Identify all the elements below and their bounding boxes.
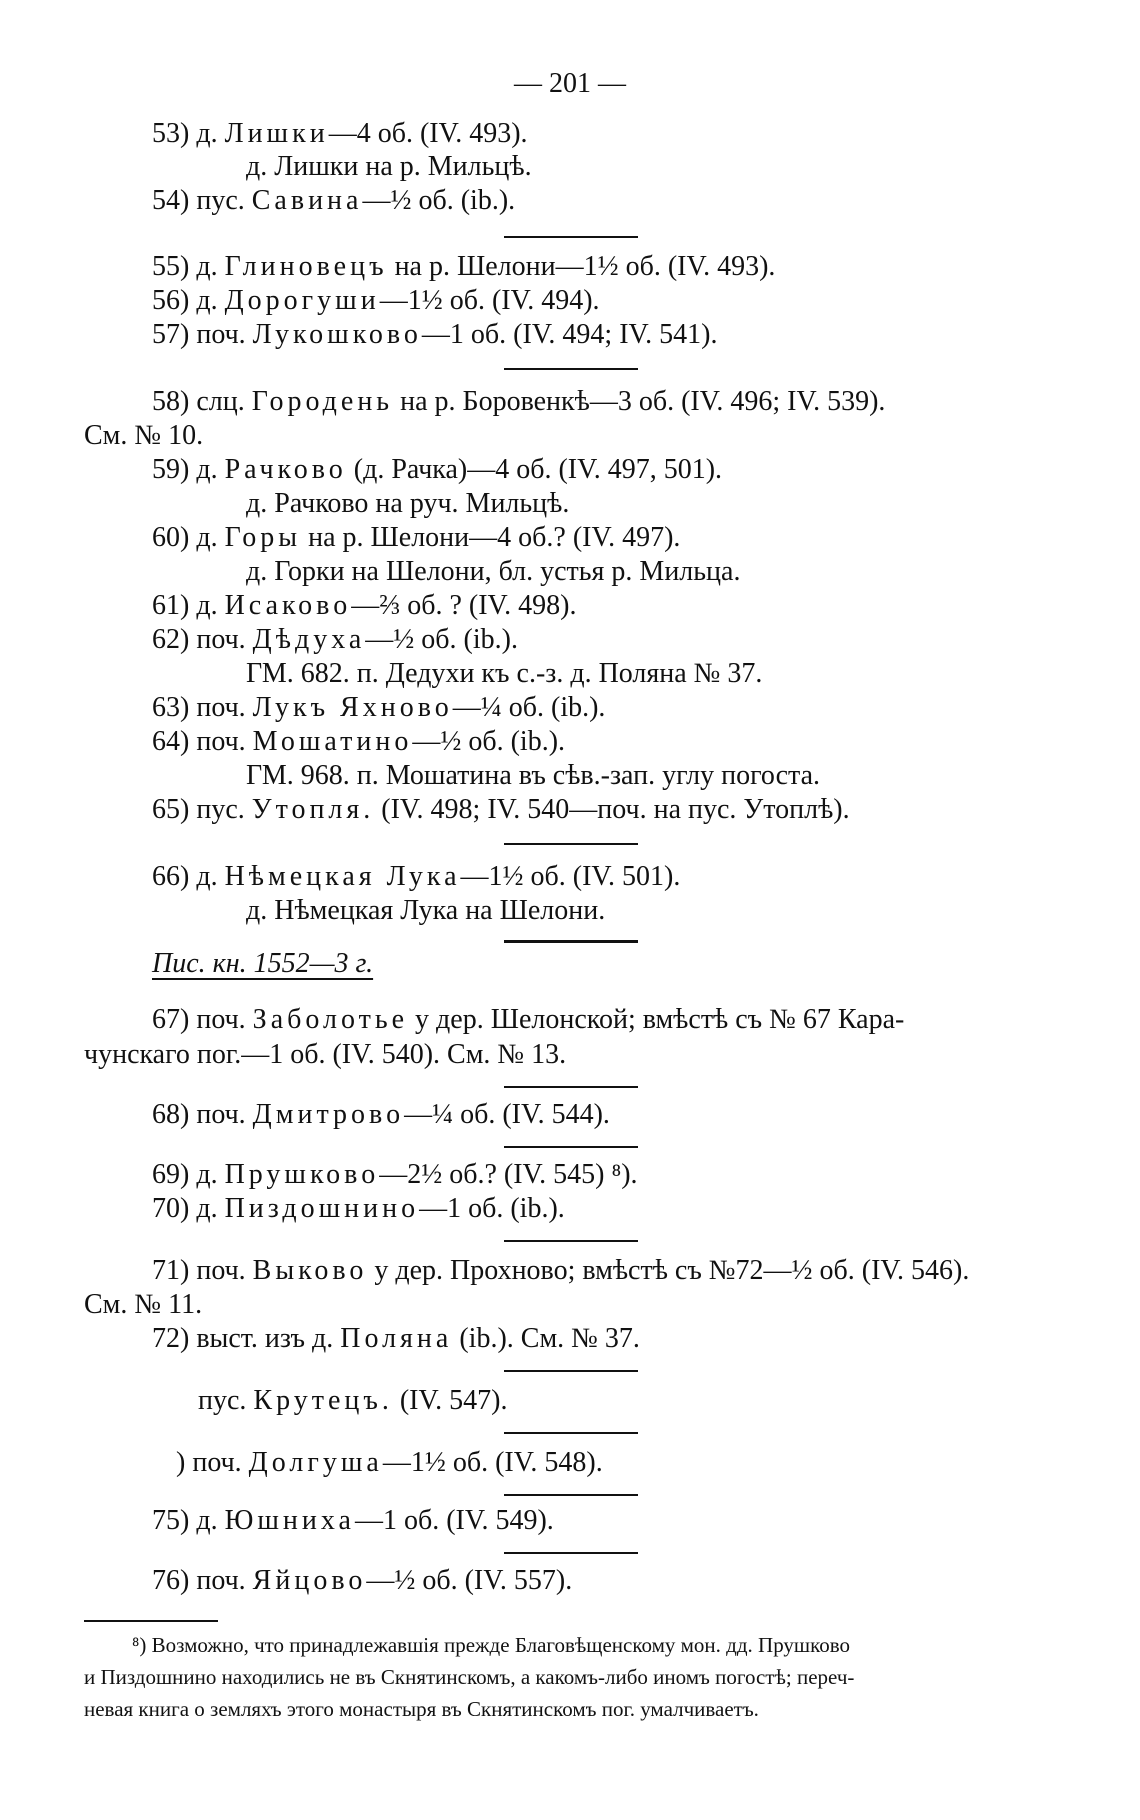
- entry-rest: —1 об. (IV. 549).: [354, 1505, 554, 1536]
- entry-line: [152, 184, 515, 218]
- entry-number: 75): [152, 1505, 190, 1536]
- entry-name: Дѣдуха: [252, 624, 366, 655]
- entry-line: [152, 1564, 572, 1598]
- entry-prefix: д.: [196, 590, 218, 621]
- entry-name: Рачково: [224, 454, 347, 485]
- entry-prefix: пус.: [196, 794, 245, 825]
- entry-rest: —½ об. (IV. 557).: [366, 1565, 573, 1596]
- entry-name: Заболотье: [252, 1004, 409, 1035]
- entry-number: 69): [152, 1159, 190, 1190]
- entry-rest: (IV. 498; IV. 540—поч. на пус. Утоплѣ).: [381, 794, 850, 825]
- entry-name: Утопля.: [251, 794, 375, 825]
- entry-number: 55): [152, 251, 190, 282]
- separator-rule: [504, 940, 638, 943]
- entry-line: [152, 117, 528, 151]
- entry-number: 57): [152, 319, 190, 350]
- entry-number: 66): [152, 861, 190, 892]
- entry-rest: —1 об. (ib.).: [419, 1193, 565, 1224]
- entry-number: 64): [152, 726, 190, 757]
- entry-line: [152, 318, 717, 352]
- entry-line: [176, 1446, 603, 1480]
- entry-rest: —2½ об.? (IV. 545) ⁸).: [379, 1159, 638, 1190]
- entry-name: Дорогуши: [224, 285, 380, 316]
- separator-rule: [504, 1494, 638, 1496]
- separator-rule: [504, 1240, 638, 1242]
- entry-prefix: слц.: [196, 386, 245, 417]
- entry-name: Долгуша: [248, 1447, 383, 1478]
- separator-rule: [504, 236, 638, 238]
- entry-line: [152, 385, 885, 419]
- entry-continuation: См. № 11.: [84, 1289, 203, 1320]
- entry-line: [152, 250, 775, 284]
- entry-rest: —1½ об. (IV. 548).: [382, 1447, 603, 1478]
- entry-name: Поляна: [340, 1323, 453, 1354]
- entry-line: [152, 1158, 638, 1192]
- entry-line: [152, 623, 518, 657]
- entry-number: 60): [152, 522, 190, 553]
- separator-rule: [504, 1146, 638, 1148]
- entry-number: 70): [152, 1193, 190, 1224]
- entry-line: [152, 1003, 904, 1037]
- entry-line: [152, 1322, 640, 1356]
- entry-name: Юшниха: [224, 1505, 355, 1536]
- entry-line: [152, 691, 605, 725]
- entry-rest: у дер. Шелонской; вмѣстѣ съ № 67 Кара-: [415, 1004, 905, 1035]
- entry-sub-line: д. Горки на Шелони, бл. устья р. Мильца.: [246, 556, 741, 587]
- entry-prefix: пус.: [196, 185, 245, 216]
- entry-number: 58): [152, 386, 190, 417]
- entry-rest: —½ об. (ib.).: [412, 726, 566, 757]
- entry-rest: (ib.). См. № 37.: [459, 1323, 640, 1354]
- entry-sub-line: д. Лишки на р. Мильцѣ.: [246, 151, 532, 182]
- entry-name: Крутецъ.: [253, 1385, 393, 1416]
- section-heading: Пис. кн. 1552—3 г.: [152, 948, 374, 979]
- entry-rest: на р. Боровенкѣ—3 об. (IV. 496; IV. 539).: [400, 386, 886, 417]
- entry-name: Нѣмецкая Лука: [224, 861, 461, 892]
- entry-rest: —1 об. (IV. 494; IV. 541).: [421, 319, 718, 350]
- entry-number: 67): [152, 1004, 190, 1035]
- entry-prefix: выст. изъ д.: [196, 1323, 334, 1354]
- entry-line: [152, 453, 722, 487]
- entry-line: [152, 284, 600, 318]
- entry-rest: на р. Шелони—4 об.? (IV. 497).: [308, 522, 681, 553]
- footnote-line: невая книга о земляхъ этого монастыря въ Скнятинскомъ пог. умалчиваетъ.: [84, 1697, 759, 1721]
- entry-number: 56): [152, 285, 190, 316]
- entry-line: [152, 1098, 610, 1132]
- entry-number: ): [176, 1447, 186, 1478]
- entry-line: [152, 860, 680, 894]
- entry-name: Пиздошнино: [224, 1193, 420, 1224]
- entry-rest: —½ об. (ib.).: [362, 185, 516, 216]
- entry-number: 54): [152, 185, 190, 216]
- entry-name: Дмитрово: [252, 1099, 405, 1130]
- entry-continuation: чунскаго пог.—1 об. (IV. 540). См. № 13.: [84, 1039, 567, 1070]
- entry-number: 59): [152, 454, 190, 485]
- separator-rule: [504, 1086, 638, 1088]
- entry-rest: —4 об. (IV. 493).: [328, 118, 528, 149]
- entry-rest: —½ об. (ib.).: [365, 624, 518, 655]
- entry-number: 53): [152, 118, 190, 149]
- entry-number: 63): [152, 692, 190, 723]
- entry-number: 65): [152, 794, 190, 825]
- entry-name: Лишки: [224, 118, 329, 149]
- entry-prefix: поч.: [196, 1565, 246, 1596]
- entry-name: Городень: [251, 386, 394, 417]
- entry-prefix: д.: [196, 454, 218, 485]
- entry-name: Глиновецъ: [224, 251, 388, 282]
- entry-line: [152, 521, 680, 555]
- entry-rest: (IV. 547).: [399, 1385, 508, 1416]
- entry-prefix: поч.: [196, 726, 246, 757]
- entry-prefix: д.: [196, 285, 218, 316]
- entry-line: [152, 1254, 969, 1288]
- entry-rest: —1½ об. (IV. 494).: [379, 285, 600, 316]
- entry-name: Мошатино: [252, 726, 413, 757]
- entry-prefix: д.: [196, 1193, 218, 1224]
- separator-rule: [504, 1552, 638, 1554]
- entry-sub-line: д. Нѣмецкая Лука на Шелони.: [246, 895, 606, 926]
- separator-rule: [504, 843, 638, 845]
- entry-number: 61): [152, 590, 190, 621]
- entry-prefix: д.: [196, 861, 218, 892]
- entry-number: 68): [152, 1099, 190, 1130]
- entry-number: 76): [152, 1565, 190, 1596]
- entry-rest: —⅔ об. ? (IV. 498).: [351, 590, 577, 621]
- footnote-text: Возможно, что принадлежавшія прежде Благовѣщенскому мон. дд. Прушково: [151, 1633, 850, 1657]
- entry-line: [152, 589, 576, 623]
- entry-name: Яйцово: [252, 1565, 367, 1596]
- footnote-rule: [84, 1620, 218, 1622]
- footnote-mark: ⁸): [132, 1633, 147, 1657]
- entry-name: Выково: [252, 1255, 368, 1286]
- entry-name: Лукъ Яхново: [252, 692, 453, 723]
- entry-rest: (д. Рачка)—4 об. (IV. 497, 501).: [353, 454, 723, 485]
- entry-name: Лукошково: [252, 319, 422, 350]
- entry-line: [152, 1192, 565, 1226]
- entry-continuation: См. № 10.: [84, 420, 204, 451]
- entry-name: Савина: [251, 185, 363, 216]
- entry-number: 62): [152, 624, 190, 655]
- entry-prefix: д.: [196, 1505, 218, 1536]
- separator-rule: [504, 1432, 638, 1434]
- entry-line: [198, 1384, 507, 1418]
- entry-rest: на р. Шелони—1½ об. (IV. 493).: [394, 251, 776, 282]
- entry-prefix: поч.: [196, 1099, 246, 1130]
- entry-sub-line: ГМ. 682. п. Дедухи къ с.-з. д. Поляна № 37.: [246, 658, 763, 689]
- entry-sub-line: ГМ. 968. п. Мошатина въ сѣв.-зап. углу погоста.: [246, 760, 821, 791]
- entry-line: [152, 725, 565, 759]
- entry-line: [152, 1504, 554, 1538]
- entry-sub-line: д. Рачково на руч. Мильцѣ.: [246, 488, 570, 519]
- entry-prefix: д.: [196, 251, 218, 282]
- entry-name: Исаково: [224, 590, 352, 621]
- entry-rest: —1½ об. (IV. 501).: [460, 861, 681, 892]
- entry-name: Горы: [224, 522, 302, 553]
- entry-number: 71): [152, 1255, 190, 1286]
- entry-line: [152, 793, 850, 827]
- entry-prefix: д.: [196, 1159, 218, 1190]
- page-number: — 201 —: [514, 68, 626, 99]
- entry-rest: у дер. Прохново; вмѣстѣ съ №72—½ об. (IV. 546).: [374, 1255, 970, 1286]
- entry-prefix: поч.: [196, 692, 246, 723]
- separator-rule: [504, 1370, 638, 1372]
- entry-prefix: поч.: [196, 624, 246, 655]
- entry-prefix: д.: [196, 118, 218, 149]
- separator-rule: [504, 368, 638, 370]
- footnote-line: и Пиздошнино находились не въ Скнятинскомъ, а какомъ-либо иномъ погостѣ; переч-: [84, 1665, 855, 1689]
- entry-prefix: поч.: [196, 1255, 246, 1286]
- entry-prefix: пус.: [198, 1385, 247, 1416]
- entry-prefix: поч.: [196, 319, 246, 350]
- entry-number: 72): [152, 1323, 190, 1354]
- entry-prefix: поч.: [192, 1447, 242, 1478]
- entry-prefix: д.: [196, 522, 218, 553]
- entry-name: Прушково: [224, 1159, 380, 1190]
- entry-rest: —¼ об. (ib.).: [452, 692, 606, 723]
- entry-prefix: поч.: [196, 1004, 246, 1035]
- entry-rest: —¼ об. (IV. 544).: [404, 1099, 610, 1130]
- footnote-line: [132, 1630, 850, 1660]
